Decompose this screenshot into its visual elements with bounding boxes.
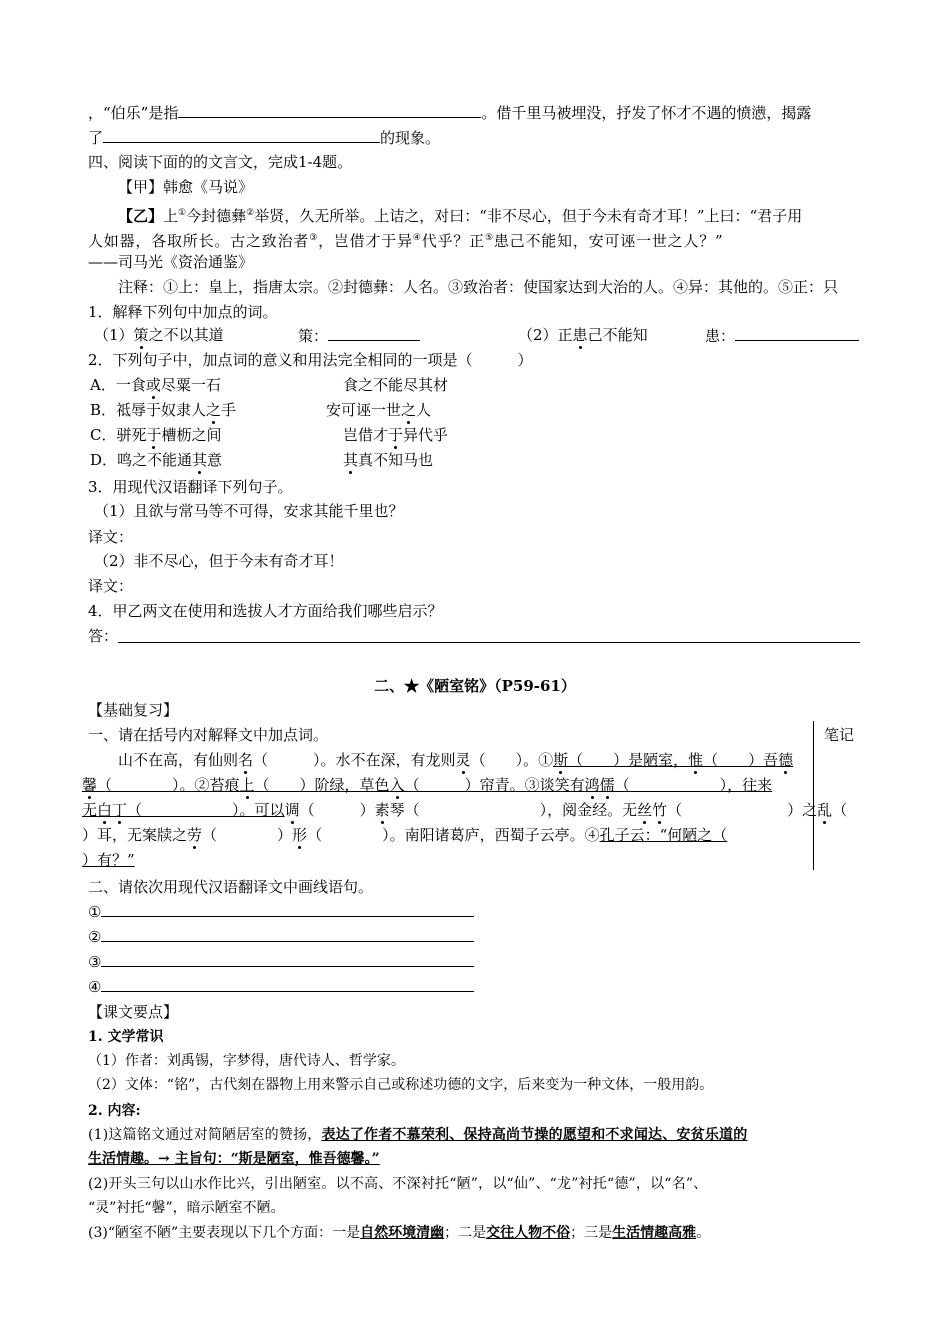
answer-line[interactable] bbox=[118, 642, 860, 643]
question-2: 2．下列句子中，加点词的意义和用法完全相同的一项是（ ） bbox=[88, 351, 533, 369]
text: （ ）帘青。③谈笑有 bbox=[404, 776, 585, 794]
subheading-1: 1. 文学常识 bbox=[88, 1029, 164, 1045]
text: （ ）。南阳诸葛庐，西蜀子云亭。④ bbox=[307, 826, 600, 844]
answer-blank[interactable] bbox=[735, 325, 859, 341]
text: ③ bbox=[88, 953, 102, 971]
q1-item-2 bbox=[518, 325, 648, 345]
text: ② bbox=[88, 928, 102, 946]
text: 孔子云：“何陋之（ bbox=[599, 826, 728, 844]
text: 今封德彝 bbox=[186, 207, 247, 225]
text: ）有？” bbox=[82, 851, 135, 869]
text: 槽枥之间 bbox=[161, 426, 222, 444]
answer-blank[interactable] bbox=[101, 926, 474, 942]
text: 举贤，久无所举。上诘之，对曰：“非不尽心，但于今未有奇才耳！”上曰：“君子用 bbox=[254, 207, 803, 225]
text: 异代乎 bbox=[403, 426, 449, 444]
dotted-char: 斯 bbox=[553, 751, 569, 769]
text: 己不能知 bbox=[587, 326, 648, 344]
q1-answer-1 bbox=[298, 325, 420, 346]
text: （ ），往来 bbox=[614, 776, 773, 794]
text: 自然环境清幽 bbox=[360, 1225, 445, 1241]
task-2: 二、请依次用现代汉语翻译文中画线语句。 bbox=[88, 878, 374, 896]
dotted-char: 之 bbox=[206, 401, 222, 419]
text: 之不以其道 bbox=[148, 326, 224, 344]
text: 岂借才 bbox=[343, 426, 389, 444]
dotted-char: 策 bbox=[133, 326, 149, 344]
fill-line-1 bbox=[88, 102, 811, 123]
text: 患： bbox=[705, 327, 736, 345]
dotted-char: 患 bbox=[572, 326, 588, 344]
text: (1)这篇铭文通过对简陋居室的赞扬， bbox=[88, 1127, 322, 1143]
notes-divider bbox=[813, 721, 814, 870]
text: （ ）是陋室， bbox=[568, 751, 689, 769]
section-title: 二、★《陋室铭》（P59-61） bbox=[374, 677, 576, 695]
translation-line-3 bbox=[88, 951, 474, 972]
translation-line-1 bbox=[88, 901, 474, 922]
answer-label: 答： bbox=[88, 627, 119, 645]
question-3: 3．用现代汉语翻译下列句子。 bbox=[88, 478, 293, 496]
review-heading: 【基础复习】 bbox=[88, 701, 179, 719]
section-heading: 四、阅读下面的的文言文，完成1-4题。 bbox=[88, 153, 353, 171]
content-3 bbox=[88, 1223, 710, 1243]
translation-label: 译文： bbox=[88, 528, 134, 546]
text: （ ）。②苔痕 bbox=[97, 776, 240, 794]
task-1: 一、请在括号内对解释文中加点词。 bbox=[88, 726, 329, 744]
dotted-char: 劳 bbox=[187, 826, 203, 844]
dotted-char: 儒 bbox=[599, 776, 615, 794]
translation-line-2 bbox=[88, 926, 474, 947]
footnote-mark: ④ bbox=[412, 233, 422, 243]
text: 的现象。 bbox=[380, 129, 441, 147]
text: （ ）吾 bbox=[703, 751, 779, 769]
text-line-5 bbox=[82, 850, 135, 870]
q3-sentence-2: （2）非不尽心，但于今未有奇才耳！ bbox=[94, 552, 344, 570]
text: （ ）阶绿，草色 bbox=[254, 776, 390, 794]
text-line-1 bbox=[118, 750, 793, 770]
question-4: 4．甲乙两文在使用和选拔人才方面给我们哪些启示？ bbox=[88, 602, 443, 620]
subheading-2: 2. 内容: bbox=[88, 1103, 141, 1119]
dotted-char: 其 bbox=[343, 451, 359, 469]
text: 意 bbox=[207, 451, 223, 469]
text: 生活情趣高雅 bbox=[612, 1225, 697, 1241]
text: 真不知马也 bbox=[358, 451, 434, 469]
text: （ bbox=[832, 801, 848, 819]
text: ；二是 bbox=[444, 1225, 487, 1241]
footnote-mark: ③ bbox=[309, 233, 319, 243]
text-line-3 bbox=[82, 800, 847, 820]
option-a[interactable] bbox=[90, 375, 221, 395]
text: ）耳，无案牍之 bbox=[82, 826, 188, 844]
dotted-char: 乱 bbox=[817, 801, 833, 819]
option-d[interactable] bbox=[90, 450, 222, 470]
text: 策： bbox=[298, 327, 329, 345]
annotation: 注释：①上：皇上，指唐太宗。②封德彝：人名。③致治者：使国家达到大治的人。④异：其他的。⑤正：只 bbox=[118, 278, 839, 296]
dotted-char: 惟 bbox=[688, 751, 704, 769]
text: 【乙】 bbox=[118, 207, 164, 225]
q1-answer-2 bbox=[705, 325, 859, 346]
content-1-cont: 生活情趣。→ 主旨句：“斯是陋室，惟吾德馨。” bbox=[88, 1151, 380, 1167]
text: （ ）。水不在深，有龙则 bbox=[253, 751, 456, 769]
dotted-char: 竹 bbox=[652, 801, 668, 819]
text: （1） bbox=[94, 326, 134, 344]
passage-jia-title: 【甲】韩愈《马说》 bbox=[118, 178, 254, 196]
dotted-char: 于 bbox=[146, 426, 162, 444]
footnote-mark: ① bbox=[178, 208, 187, 218]
option-a-compare: 食之不能尽其材 bbox=[343, 376, 449, 394]
answer-blank[interactable] bbox=[101, 901, 474, 917]
text: (3)“陋室不陋”主要表现以下几个方面：一是 bbox=[88, 1225, 361, 1241]
point-genre: （2）文体：“铭”，古代刻在器物上用来警示自己或称述功德的文字，后来变为一种文体，一般用韵。 bbox=[88, 1077, 714, 1093]
dotted-char: 德 bbox=[778, 751, 794, 769]
text-line-2 bbox=[82, 775, 772, 795]
content-1 bbox=[88, 1125, 747, 1145]
dotted-char: 灵 bbox=[455, 751, 471, 769]
notes-label: 笔记 bbox=[824, 726, 855, 744]
option-b[interactable] bbox=[90, 400, 236, 420]
passage-yi-line1 bbox=[118, 203, 802, 226]
text: D．鸣之不能通 bbox=[90, 451, 193, 469]
text: A．一食 bbox=[90, 376, 146, 394]
dotted-char: 上 bbox=[239, 776, 255, 794]
dotted-char: 于 bbox=[388, 426, 404, 444]
text: 交往人物不俗 bbox=[486, 1225, 571, 1241]
text: 琴（ ），阅金经。无 bbox=[389, 801, 638, 819]
dotted-char: 名 bbox=[238, 751, 254, 769]
passage-yi-line2 bbox=[88, 228, 724, 251]
text: （ ）之 bbox=[667, 801, 818, 819]
text: 无 bbox=[82, 801, 98, 819]
dotted-char: 丁 bbox=[112, 801, 128, 819]
text: （ ） bbox=[299, 801, 375, 819]
text: ④ bbox=[88, 978, 102, 996]
option-d-compare bbox=[343, 450, 433, 470]
dotted-char: 白 bbox=[97, 801, 113, 819]
text: 患己不能知，安可诬一世之人？” bbox=[493, 232, 724, 250]
text: 安可诬一世 bbox=[326, 401, 402, 419]
text: （2）正 bbox=[518, 326, 573, 344]
answer-blank[interactable] bbox=[178, 102, 481, 118]
text: 代乎？正 bbox=[421, 232, 485, 250]
text: 尽粟一石 bbox=[160, 376, 221, 394]
text: （ ）。① bbox=[470, 751, 554, 769]
option-c[interactable] bbox=[90, 425, 222, 445]
text: 表达了作者不慕荣利、保持高尚节操的愿望和不求闻达、安贫乐道的 bbox=[321, 1127, 748, 1143]
text: 人如器，各取所长。古之致治者 bbox=[88, 232, 310, 250]
content-2-cont: “灵”衬托“馨”，暗示陋室不陋。 bbox=[88, 1200, 285, 1216]
footnote-mark: ② bbox=[246, 208, 255, 218]
option-b-compare bbox=[326, 400, 431, 420]
dotted-char: 或 bbox=[145, 376, 161, 394]
text: ；三是 bbox=[570, 1225, 613, 1241]
option-c-compare bbox=[343, 425, 448, 445]
footnote-mark: ⑤ bbox=[484, 233, 494, 243]
text: （ ） bbox=[202, 826, 293, 844]
dotted-char: 入 bbox=[389, 776, 405, 794]
content-2: (2)开头三句以山水作比兴，引出陋室。以不高、不深衬托“陋”，以“仙”、“龙”衬托“德”，以“名”、 bbox=[88, 1176, 708, 1192]
text: ，“伯乐”是指 bbox=[88, 104, 179, 122]
text-line-4 bbox=[82, 825, 727, 845]
text: 。借千里马被埋没，抒发了怀才不遇的愤懑，揭露 bbox=[481, 104, 812, 122]
text: 上 bbox=[163, 207, 179, 225]
q3-sentence-1: （1）且欲与常马等不可得，安求其能千里也？ bbox=[94, 502, 404, 520]
answer-blank[interactable] bbox=[101, 976, 474, 992]
text: 。 bbox=[696, 1225, 711, 1241]
passage-yi-source: ——司马光《资治通鉴》 bbox=[88, 253, 254, 271]
answer-blank[interactable] bbox=[103, 127, 380, 143]
text: 人 bbox=[416, 401, 432, 419]
translation-label: 译文： bbox=[88, 577, 134, 595]
point-author: （1）作者：刘禹锡，字梦得，唐代诗人、哲学家。 bbox=[88, 1053, 405, 1069]
dotted-char: 素 bbox=[374, 801, 390, 819]
text: ① bbox=[88, 903, 102, 921]
dotted-char: 调 bbox=[284, 801, 300, 819]
dotted-char: 馨 bbox=[82, 776, 98, 794]
dotted-char: 丝 bbox=[637, 801, 653, 819]
text: 山不在高，有仙则 bbox=[118, 751, 239, 769]
dotted-char: 之 bbox=[401, 401, 417, 419]
text: ，岂借才于异 bbox=[318, 232, 413, 250]
answer-blank[interactable] bbox=[101, 951, 474, 967]
translation-line-4 bbox=[88, 976, 474, 997]
text: B．祗辱于奴隶人 bbox=[90, 401, 207, 419]
text: （ ）。可以 bbox=[127, 801, 285, 819]
text: 手 bbox=[221, 401, 237, 419]
dotted-char: 形 bbox=[292, 826, 308, 844]
key-points-heading: 【课文要点】 bbox=[88, 1003, 179, 1021]
q1-item-1 bbox=[94, 325, 224, 345]
dotted-char: 鸿 bbox=[584, 776, 600, 794]
text: 了 bbox=[88, 129, 104, 147]
question-1: 1．解释下列句中加点的词。 bbox=[88, 303, 278, 321]
answer-blank[interactable] bbox=[328, 325, 420, 341]
text: C．骈死 bbox=[90, 426, 147, 444]
fill-line-2 bbox=[88, 127, 440, 148]
dotted-char: 其 bbox=[192, 451, 208, 469]
